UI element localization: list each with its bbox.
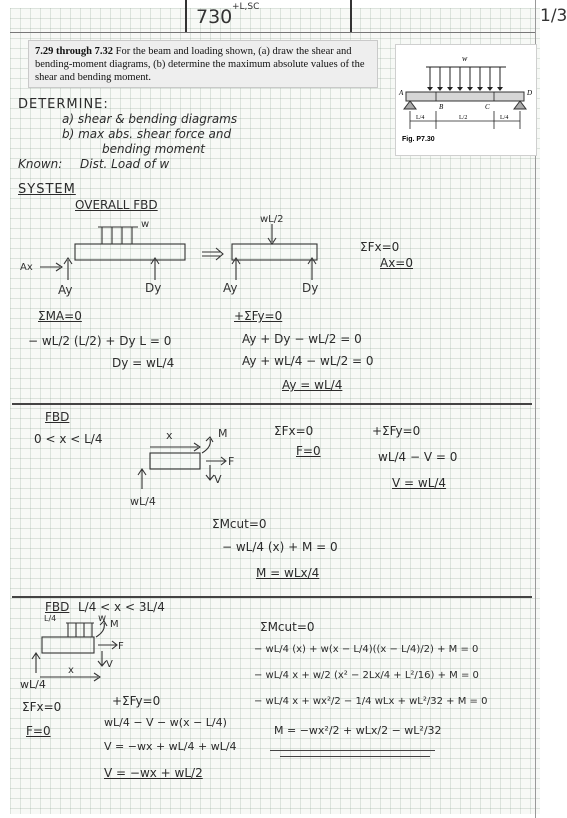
dim-1: L/4	[416, 115, 425, 121]
overall-ay-label: Ay	[58, 283, 73, 297]
ay-result: Ay = wL/4	[282, 378, 343, 392]
header-rule	[10, 32, 535, 33]
moment-a-equation: − wL/2 (L/2) + Dy L = 0	[28, 334, 172, 348]
section2-w-label: w	[98, 613, 107, 624]
section1-f-zero: F=0	[296, 444, 321, 458]
dy-result: Dy = wL/4	[112, 356, 175, 370]
problem-statement	[28, 40, 378, 88]
section2-sum-fx: ΣFx=0	[22, 700, 62, 714]
section2-x-label: x	[68, 665, 74, 676]
section2-v-equation: V = −wx + wL/4 + wL/4	[104, 740, 237, 753]
section2-quarter-label: L/4	[44, 614, 57, 623]
determine-b: b) max abs. shear force and	[62, 127, 232, 141]
section2-range: L/4 < x < 3L/4	[78, 600, 165, 614]
dim-2: L/2	[459, 115, 468, 121]
section1-v-result: V = wL/4	[392, 476, 447, 490]
section1-fbd-sketch	[120, 425, 250, 515]
overall-fbd-sketch	[20, 212, 330, 297]
section1-reaction: wL/4	[130, 495, 156, 508]
point-c: C	[485, 103, 490, 111]
load-label: w	[462, 54, 468, 63]
section1-m-result: M = wLx/4	[256, 566, 320, 580]
point-b: B	[439, 103, 444, 111]
section2-reaction: wL/4	[20, 678, 46, 691]
moment-a-heading: ΣMA=0	[38, 309, 82, 323]
section2-result-underline	[270, 750, 435, 751]
overall-w-label: w	[141, 219, 150, 230]
superscript-note: +L,SC	[232, 2, 260, 12]
section2-v-result: V = −wx + wL/2	[104, 766, 203, 780]
section1-range: 0 < x < L/4	[34, 432, 103, 446]
problem-number: 730	[196, 6, 233, 28]
section1-sum-fx: ΣFx=0	[274, 424, 314, 438]
section1-fbd-label: FBD	[45, 410, 70, 424]
beam-figure-svg	[396, 45, 536, 155]
section2-sum-fy: +ΣFy=0	[112, 694, 161, 708]
known-label: Known:	[18, 157, 63, 171]
section2-moment-heading: ΣMcut=0	[260, 620, 315, 634]
beam-figure	[395, 44, 537, 156]
section2-m-result: M = −wx²/2 + wLx/2 − wL²/32	[274, 724, 442, 737]
section2-moment-eq3: − wL/4 x + wx²/2 − 1/4 wLx + wL²/32 + M = 0	[254, 696, 488, 707]
problem-id: 7.29 through 7.32	[35, 46, 113, 57]
figure-label: Fig. P7.30	[402, 136, 435, 143]
fy-heading: +ΣFy=0	[234, 309, 283, 323]
section1-sum-fy: +ΣFy=0	[372, 424, 421, 438]
section2-moment-eq2: − wL/4 x + w/2 (x² − 2Lx/4 + L²/16) + M = 0	[254, 670, 479, 681]
overall-resultant-label: wL/2	[260, 214, 284, 225]
section2-fbd-label: FBD	[45, 600, 70, 614]
dim-3: L/4	[500, 115, 509, 121]
section1-fy-equation: wL/4 − V = 0	[378, 450, 458, 464]
overall-dy2-label: Dy	[302, 281, 319, 295]
section2-fy-equation: wL/4 − V − w(x − L/4)	[104, 716, 227, 729]
section1-v-label: V	[214, 473, 222, 486]
point-d: D	[527, 89, 533, 97]
section-divider-1	[12, 403, 532, 405]
system-heading: SYSTEM	[18, 182, 76, 197]
section2-result-underline-2	[280, 756, 430, 757]
header-divider-right	[350, 0, 352, 32]
section1-f-label: F	[228, 455, 235, 468]
overall-ay2-label: Ay	[223, 281, 238, 295]
section-divider-2	[12, 596, 532, 598]
section2-v-label: V	[106, 659, 113, 670]
overall-ax-label: Ax	[20, 262, 33, 273]
overall-dy-label: Dy	[145, 281, 162, 295]
header-divider-left	[185, 0, 187, 32]
fy-equation-1: Ay + Dy − wL/2 = 0	[242, 332, 362, 346]
section2-f-zero: F=0	[26, 724, 51, 738]
section1-m-label: M	[218, 427, 228, 440]
fy-equation-2: Ay + wL/4 − wL/2 = 0	[242, 354, 374, 368]
overall-fbd-heading: OVERALL FBD	[75, 198, 158, 212]
section1-moment-heading: ΣMcut=0	[212, 517, 267, 531]
known-value: Dist. Load of w	[80, 157, 170, 171]
determine-b2: bending moment	[102, 142, 206, 156]
section2-f-label: F	[118, 641, 124, 652]
point-a: A	[399, 89, 404, 97]
page-counter: 1/3	[540, 6, 567, 26]
determine-heading: DETERMINE:	[18, 97, 109, 112]
overall-sum-fx: ΣFx=0	[360, 240, 400, 254]
determine-a: a) shear & bending diagrams	[62, 112, 238, 126]
section1-x-label: x	[166, 429, 173, 442]
overall-ax-zero: Ax=0	[380, 256, 413, 270]
section1-moment-equation: − wL/4 (x) + M = 0	[222, 540, 338, 554]
section2-m-label: M	[110, 619, 119, 630]
section2-moment-eq1: − wL/4 (x) + w(x − L/4)((x − L/4)/2) + M = 0	[254, 644, 479, 655]
problem-text: For the beam and loading shown, (a) draw the shear and bending-moment diagrams, (b) determine the maximum absolute values of the shear and bending moment.	[35, 46, 365, 83]
